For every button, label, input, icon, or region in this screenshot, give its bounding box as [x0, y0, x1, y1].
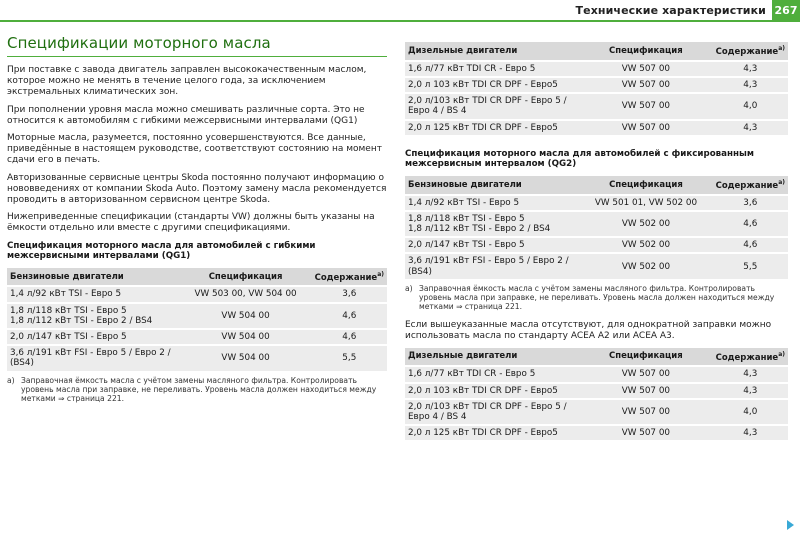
table-row: [405, 120, 788, 136]
paragraph: При пополнении уровня масла можно смешивать различные сорта. Это не относится к автомобилям с гибкими межсервисными интервалами (QG1): [7, 104, 365, 126]
capacity-cell: 4,0: [713, 399, 788, 425]
spec-cell: VW 507 00: [579, 61, 712, 77]
footnote-mark: a): [405, 283, 413, 293]
footnote: [405, 284, 788, 312]
footnote-text: Заправочная ёмкость масла с учётом замены масляного фильтра. Контролировать уровень масла при заправке, не переливать. Уровень масла должен находиться между метками ⇒ страница 221.: [419, 283, 775, 312]
engine-cell: 1,4 л/92 кВт TSI - Евро 5: [7, 286, 180, 302]
table-row: [405, 383, 788, 399]
table-row: [405, 237, 788, 253]
spec-cell: VW 507 00: [579, 77, 712, 93]
right-column: [405, 42, 788, 442]
engine-cell: 1,6 л/77 кВт TDI CR - Евро 5: [405, 61, 579, 77]
column-header-capacity: Содержание$^{a)}$: [713, 348, 788, 367]
column-header-spec: Спецификация: [579, 348, 712, 367]
table-row: [405, 253, 788, 279]
capacity-cell: 4,3: [713, 383, 788, 399]
footnote-text: Заправочная ёмкость масла с учётом замены масляного фильтра. Контролировать уровень масла при заправке, не переливать. Уровень масла должен находиться между метками ⇒ страница 221.: [21, 375, 377, 404]
engine-cell: 3,6 л/191 кВт FSI - Евро 5 / Евро 2 / (BS4): [7, 345, 180, 371]
engine-cell: 1,4 л/92 кВт TSI - Евро 5: [405, 195, 579, 211]
engine-cell: 2,0 л 103 кВт TDI CR DPF - Евро5: [405, 77, 579, 93]
engine-cell: 2,0 л 125 кВт TDI CR DPF - Евро5: [405, 120, 579, 136]
column-header-engine: Бензиновые двигатели: [405, 176, 579, 195]
acea-note: Если вышеуказанные масла отсутствуют, для однократной заправки можно использовать масла по стандарту ACEA A2 или ACEA A3.: [405, 319, 772, 341]
capacity-cell: 4,6: [312, 329, 387, 345]
table-row: [405, 425, 788, 441]
capacity-cell: 4,3: [713, 425, 788, 441]
engine-cell: 3,6 л/191 кВт FSI - Евро 5 / Евро 2 / (BS4): [405, 253, 579, 279]
table-row: [405, 366, 788, 382]
engine-cell: 2,0 л/103 кВт TDI CR DPF - Евро 5 / Евро 4 / BS 4: [405, 93, 579, 119]
table-row: [405, 77, 788, 93]
capacity-cell: 5,5: [713, 253, 788, 279]
spec-cell: VW 507 00: [579, 399, 712, 425]
section-title: Спецификации моторного масла: [7, 34, 387, 57]
table-row: [405, 93, 788, 119]
footnote-mark: a): [7, 375, 15, 385]
left-column: [7, 34, 387, 403]
capacity-cell: 4,3: [713, 77, 788, 93]
paragraph: Моторные масла, разумеется, постоянно усовершенствуются. Все данные, приведённые в настоящем руководстве, соответствуют состоянию на момент сдачи его в печать.: [7, 133, 382, 166]
spec-cell: VW 507 00: [579, 120, 712, 136]
page-number: 267: [772, 0, 800, 20]
spec-table-qg1-diesel: [405, 42, 788, 137]
engine-cell: 1,8 л/118 кВт TSI - Евро 5 1,8 л/112 кВт TSI - Евро 2 / BS4: [7, 303, 180, 329]
engine-cell: 2,0 л/147 кВт TSI - Евро 5: [405, 237, 579, 253]
spec-table-qg2-petrol: [405, 176, 788, 281]
spec-cell: VW 504 00: [180, 303, 312, 329]
table-title-qg2: Спецификация моторного масла для автомобилей с фиксированным межсервисным интервалом (QG2): [405, 148, 755, 170]
column-header-engine: Дизельные двигатели: [405, 42, 579, 61]
spec-cell: VW 503 00, VW 504 00: [180, 286, 312, 302]
capacity-cell: 4,3: [713, 61, 788, 77]
spec-table-qg2-diesel: [405, 348, 788, 443]
capacity-cell: 3,6: [312, 286, 387, 302]
table-row: [405, 211, 788, 237]
table-title-qg1: Спецификация моторного масла для автомобилей с гибкими межсервисными интервалами (QG1): [7, 240, 316, 262]
table-row: [7, 286, 387, 302]
arrow-right-icon[interactable]: [787, 520, 794, 530]
footnote: [7, 376, 387, 404]
table-row: [7, 329, 387, 345]
engine-cell: 2,0 л/103 кВт TDI CR DPF - Евро 5 / Евро 4 / BS 4: [405, 399, 579, 425]
capacity-cell: 4,0: [713, 93, 788, 119]
engine-cell: 1,6 л/77 кВт TDI CR - Евро 5: [405, 366, 579, 382]
column-header-engine: Бензиновые двигатели: [7, 268, 180, 287]
spec-cell: VW 504 00: [180, 345, 312, 371]
engine-cell: 1,8 л/118 кВт TSI - Евро 5 1,8 л/112 кВт TSI - Евро 2 / BS4: [405, 211, 579, 237]
spec-cell: VW 502 00: [579, 237, 712, 253]
capacity-cell: 4,3: [713, 120, 788, 136]
spec-cell: VW 502 00: [579, 211, 712, 237]
column-header-capacity: Содержание$^{a)}$: [713, 42, 788, 61]
column-header-capacity: Содержание$^{a)}$: [713, 176, 788, 195]
spec-cell: VW 507 00: [579, 366, 712, 382]
capacity-cell: 3,6: [713, 195, 788, 211]
header-rule: [0, 20, 800, 22]
capacity-cell: 4,6: [312, 303, 387, 329]
engine-cell: 2,0 л/147 кВт TSI - Евро 5: [7, 329, 180, 345]
column-header-spec: Спецификация: [180, 268, 312, 287]
page-header: [0, 0, 800, 24]
table-row: [7, 345, 387, 371]
chapter-title: Технические характеристики: [575, 4, 766, 17]
column-header-engine: Дизельные двигатели: [405, 348, 579, 367]
table-row: [405, 195, 788, 211]
capacity-cell: 4,6: [713, 237, 788, 253]
capacity-cell: 4,3: [713, 366, 788, 382]
spec-cell: VW 502 00: [579, 253, 712, 279]
column-header-spec: Спецификация: [579, 42, 712, 61]
spec-cell: VW 501 01, VW 502 00: [579, 195, 712, 211]
paragraph: Авторизованные сервисные центры Skoda постоянно получают информацию о нововведениях от компании Skoda Auto. Поэтому замену масла рекомендуется проводить в авторизованном сервисном центре Skoda.: [7, 172, 387, 206]
spec-cell: VW 507 00: [579, 425, 712, 441]
engine-cell: 2,0 л 125 кВт TDI CR DPF - Евро5: [405, 425, 579, 441]
table-row: [405, 61, 788, 77]
column-header-capacity: Содержание$^{a)}$: [312, 268, 387, 287]
spec-cell: VW 507 00: [579, 93, 712, 119]
spec-cell: VW 507 00: [579, 383, 712, 399]
table-row: [7, 303, 387, 329]
capacity-cell: 4,6: [713, 211, 788, 237]
paragraph: При поставке с завода двигатель заправлен высококачественным маслом, которое можно не менять в течение целого года, за исключением экстремальных климатических зон.: [7, 65, 367, 98]
spec-cell: VW 504 00: [180, 329, 312, 345]
spec-table-qg1-petrol: [7, 268, 387, 373]
column-header-spec: Спецификация: [579, 176, 712, 195]
capacity-cell: 5,5: [312, 345, 387, 371]
paragraph: Нижеприведенные спецификации (стандарты VW) должны быть указаны на ёмкости отдельно или вместе с другими спецификациями.: [7, 212, 375, 234]
table-row: [405, 399, 788, 425]
engine-cell: 2,0 л 103 кВт TDI CR DPF - Евро5: [405, 383, 579, 399]
